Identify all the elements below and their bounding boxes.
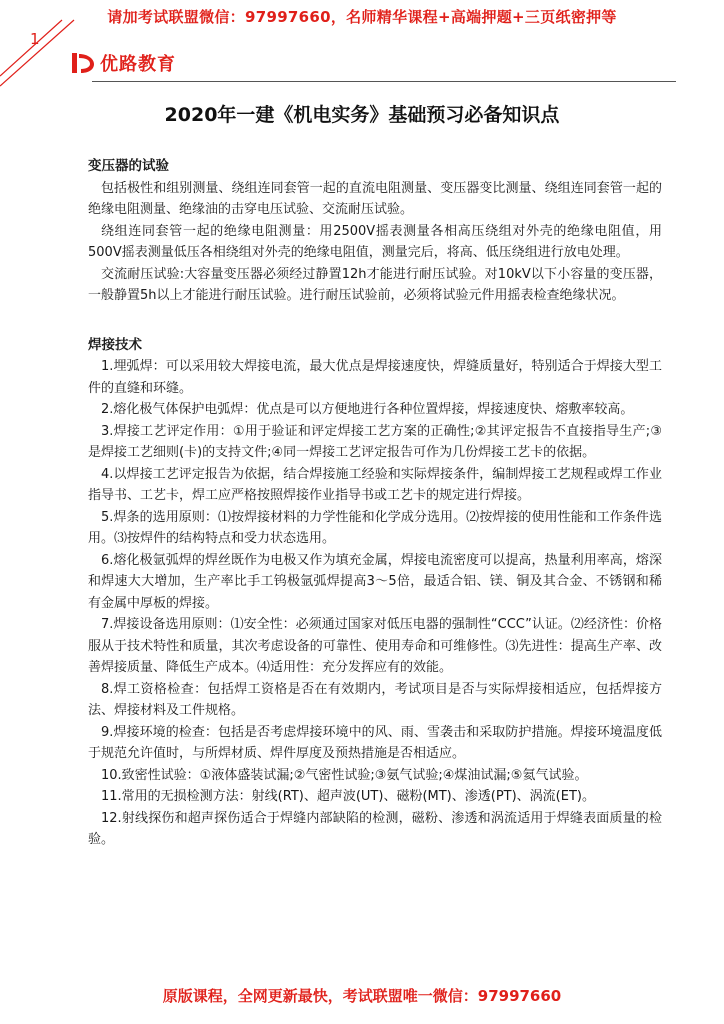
section-transformer-test	[88, 156, 662, 307]
paragraph: 交流耐压试验:大容量变压器必须经过静置12h才能进行耐压试验。对10kV以下小容量的变压器，一般静置5h以上才能进行耐压试验。进行耐压试验前，必须将试验元件用摇表检查绝缘状况。	[88, 266, 662, 303]
paragraph: 6.熔化极氩弧焊的焊丝既作为电极又作为填充金属，焊接电流密度可以提高，热量利用率高，熔深和焊速大大增加，生产率比手工钨极氩弧焊提高3～5倍，最适合铝、镁、铜及其合金、不锈钢和稀有金属中厚板的焊接。	[88, 552, 662, 611]
document-body	[88, 156, 662, 851]
section-title: 变压器的试验	[88, 158, 169, 174]
brand-logo-icon	[70, 50, 96, 76]
footer-promo-banner: 原版课程，全网更新最快，考试联盟唯一微信：97997660	[162, 987, 562, 1005]
page-number: 1	[30, 30, 40, 48]
top-promo-banner: 请加考试联盟微信：97997660，名师精华课程+高端押题+三页纸密押等	[107, 8, 617, 26]
paragraph: 4.以焊接工艺评定报告为依据，结合焊接施工经验和实际焊接条件，编制焊接工艺规程或焊工作业指导书、工艺卡，焊工应严格按照焊接作业指导书或工艺卡的规定进行焊接。	[88, 466, 662, 503]
section-title: 焊接技术	[88, 336, 142, 353]
paragraph: 1.埋弧焊：可以采用较大焊接电流，最大优点是焊接速度快，焊缝质量好，特别适合于焊接大型工件的直缝和环缝。	[88, 359, 662, 396]
section-spacer	[88, 307, 662, 335]
paragraph: 11.常用的无损检测方法：射线(RT)、超声波(UT)、磁粉(MT)、渗透(PT)、涡流(ET)。	[101, 789, 595, 804]
paragraph: 9.焊接环境的检查：包括是否考虑焊接环境中的风、雨、雪袭击和采取防护措施。焊接环境温度低于规范允许值时，与所焊材质、焊件厚度及预热措施是否相适应。	[88, 724, 662, 761]
paragraph: 绕组连同套管一起的绝缘电阻测量：用2500V摇表测量各相高压绕组对外壳的绝缘电阻值，用500V摇表测量低压各相绕组对外壳的绝缘电阻值，测量完后，将高、低压绕组进行放电处理。	[88, 223, 662, 260]
paragraph: 10.致密性试验：①液体盛装试漏;②气密性试验;③氨气试验;④煤油试漏;⑤氦气试验。	[101, 767, 588, 783]
section-welding-technology	[88, 335, 662, 851]
paragraph: 8.焊工资格检查：包括焊工资格是否在有效期内，考试项目是否与实际焊接相适应，包括焊接方法、焊接材料及工件规格。	[88, 681, 662, 718]
header-divider	[92, 81, 676, 82]
document-title: 2020年一建《机电实务》基础预习必备知识点	[164, 104, 560, 126]
brand-logo-text: 优路教育	[100, 54, 176, 75]
paragraph: 12.射线探伤和超声探伤适合于焊缝内部缺陷的检测，磁粉、渗透和涡流适用于焊缝表面质量的检验。	[88, 810, 662, 847]
paragraph: 5.焊条的选用原则：⑴按焊接材料的力学性能和化学成分选用。⑵按焊接的使用性能和工作条件选用。⑶按焊件的结构特点和受力状态选用。	[88, 509, 662, 546]
brand-logo	[70, 50, 176, 76]
paragraph: 7.焊接设备选用原则：⑴安全性：必须通过国家对低压电器的强制性“CCC”认证。⑵经济性：价格服从于技术特性和质量，其次考虑设备的可靠性、使用寿命和可维修性。⑶先进性：提高生产率、改善焊接质量、降低生产成本。⑷适用性：充分发挥应有的效能。	[88, 617, 662, 675]
paragraph: 2.熔化极气体保护电弧焊：优点是可以方便地进行各种位置焊接，焊接速度快、熔敷率较高。	[101, 402, 634, 417]
paragraph: 包括极性和组别测量、绕组连同套管一起的直流电阻测量、变压器变比测量、绕组连同套管一起的绝缘电阻测量、绝缘油的击穿电压试验、交流耐压试验。	[88, 180, 662, 217]
paragraph: 3.焊接工艺评定作用：①用于验证和评定焊接工艺方案的正确性;②其评定报告不直接指导生产;③是焊接工艺细则(卡)的支持文件;④同一焊接工艺评定报告可作为几份焊接工艺卡的依据。	[88, 423, 662, 460]
